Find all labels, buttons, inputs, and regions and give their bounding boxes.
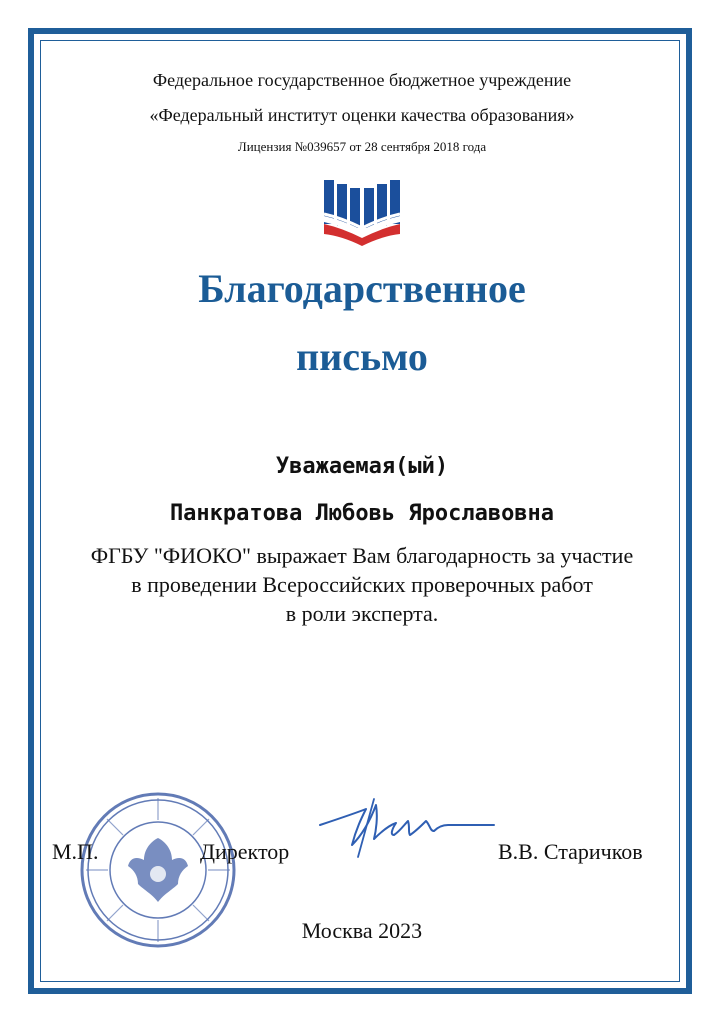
body-line-2: в проведении Всероссийских проверочных работ bbox=[131, 572, 593, 597]
institution-type: Федеральное государственное бюджетное учреждение bbox=[152, 70, 572, 90]
signer-role: Директор bbox=[200, 839, 290, 864]
city-year: Москва 2023 bbox=[301, 918, 423, 943]
title-line-1: Благодарственное bbox=[198, 266, 526, 311]
license-line: Лицензия №039657 от 28 сентября 2018 года bbox=[237, 139, 487, 154]
institution-name: «Федеральный институт оценки качества образования» bbox=[149, 105, 575, 125]
body-line-1: ФГБУ "ФИОКО" выражает Вам благодарность за участие bbox=[90, 543, 634, 568]
stamp-label: М.П. bbox=[52, 839, 99, 864]
handwritten-signature-icon bbox=[318, 795, 498, 860]
body-line-3: в роли эксперта. bbox=[285, 601, 439, 626]
signer-name: В.В. Старичков bbox=[498, 839, 643, 864]
salutation: Уважаемая(ый) bbox=[275, 454, 449, 479]
recipient-name: Панкратова Любовь Ярославовна bbox=[169, 501, 555, 526]
fioko-logo-icon bbox=[322, 170, 402, 250]
title-line-2: письмо bbox=[296, 334, 428, 379]
